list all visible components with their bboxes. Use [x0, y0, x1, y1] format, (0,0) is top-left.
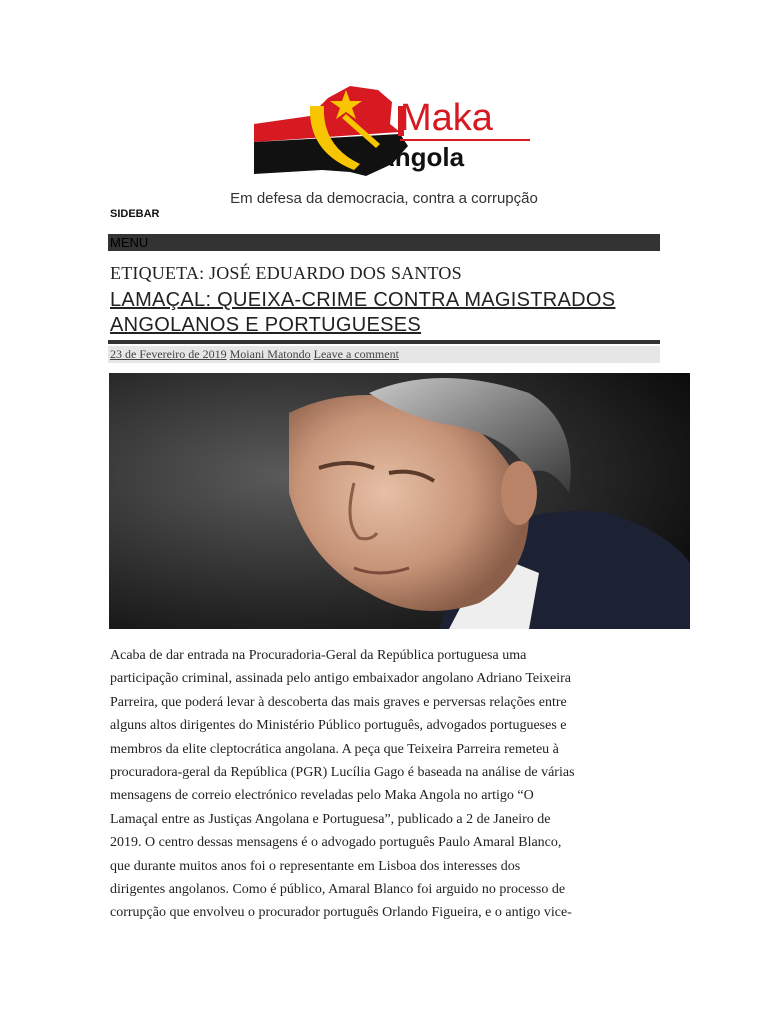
paragraph-line: membros da elite cleptocrática angolana. A peça que Teixeira Parreira remeteu à: [110, 741, 559, 757]
paragraph-line: Lamaçal entre as Justiças Angolana e Portuguesa”, publicado a 2 de Janeiro de: [110, 811, 551, 827]
paragraph-line: participação criminal, assinada pelo antigo embaixador angolano Adriano Teixeira: [110, 671, 571, 687]
featured-image: [109, 373, 690, 629]
post-body: [110, 644, 666, 925]
post-title-line-2[interactable]: ANGOLANOS E PORTUGUESES: [110, 314, 422, 336]
paragraph-line: Parreira, que poderá levar à descoberta das mais graves e perversas relações entre: [110, 694, 567, 710]
site-logo[interactable]: [250, 84, 540, 180]
sidebar-toggle[interactable]: SIDEBAR: [110, 208, 160, 220]
post-title-line-1[interactable]: LAMAÇAL: QUEIXA-CRIME CONTRA MAGISTRADOS: [110, 289, 616, 311]
paragraph-line: Acaba de dar entrada na Procuradoria-Geral da República portuguesa uma: [110, 648, 527, 663]
logo-word-maka: Maka: [400, 97, 493, 139]
title-divider: [108, 340, 660, 344]
post-paragraph: [110, 644, 666, 925]
paragraph-line: que durante muitos anos foi o representante em Lisboa dos interesses dos: [110, 858, 521, 874]
paragraph-line: corrupção que envolveu o procurador português Orlando Figueira, e o antigo vice-: [110, 905, 572, 921]
portrait-photo: [109, 373, 690, 629]
site-tagline: Em defesa da democracia, contra a corrupção: [230, 190, 538, 207]
logo-underline: [400, 139, 530, 141]
paragraph-line: 2019. O centro dessas mensagens é o advogado português Paulo Amaral Blanco,: [110, 835, 562, 851]
leave-comment-link[interactable]: Leave a comment: [313, 347, 399, 361]
post-date-link[interactable]: 23 de Fevereiro de 2019: [110, 347, 227, 361]
logo-word-angola: Angola: [376, 142, 465, 172]
paragraph-line: mensagens de correio electrónico reveladas pelo Maka Angola no artigo “O: [110, 788, 534, 804]
archive-heading: ETIQUETA: JOSÉ EDUARDO DOS SANTOS: [110, 263, 462, 283]
menu-toggle-label[interactable]: MENU: [110, 235, 149, 250]
post-author-link[interactable]: Moiani Matondo: [229, 347, 311, 361]
paragraph-line: alguns altos dirigentes do Ministério Público português, advogados portugueses e: [110, 718, 567, 734]
post-meta: [108, 346, 660, 363]
paragraph-line: procuradora-geral da República (PGR) Lucília Gago é baseada na análise de várias: [110, 765, 575, 781]
post-title-link[interactable]: [110, 288, 660, 338]
menu-bar[interactable]: [108, 234, 660, 251]
paragraph-line: dirigentes angolanos. Como é público, Amaral Blanco foi arguido no processo de: [110, 882, 566, 898]
